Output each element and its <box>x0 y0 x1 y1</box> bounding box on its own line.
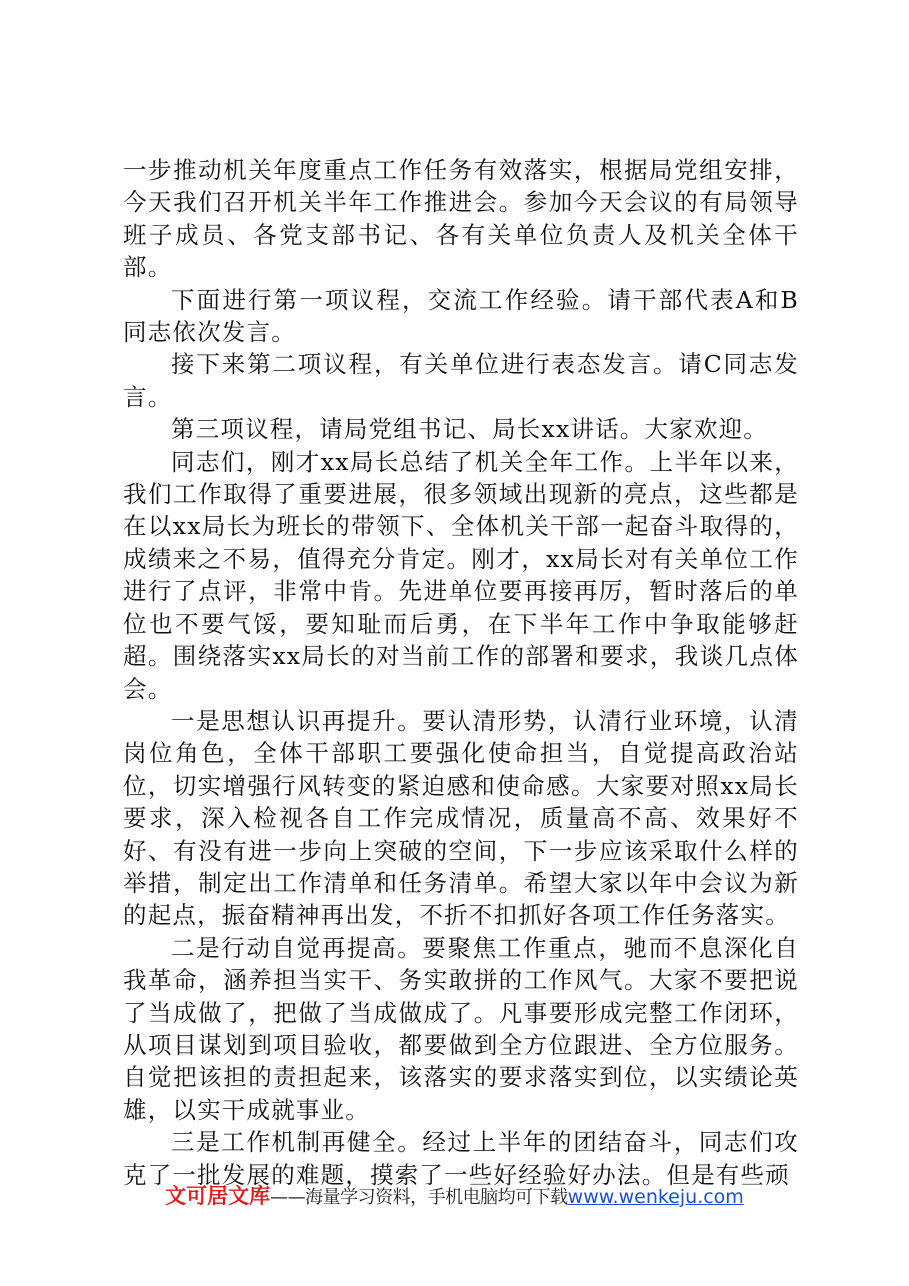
paragraph-point-2: 二是行动自觉再提高。要聚焦工作重点，驰而不息深化自我革命，涵养担当实干、务实敢拼的工作风气。大家不要把说了当成做了，把做了当成做成了。凡事要形成完整工作闭环，从项目谋划到项目验收，都要做到全方位跟进、全方位服务。自觉把该担的责担起来，该落实的要求落实到位，以实绩论英雄，以实干成就事业。 <box>123 933 799 1124</box>
paragraph-agenda-1: 下面进行第一项议程，交流工作经验。请干部代表A和B同志依次发言。 <box>123 285 799 347</box>
paragraph-opening: 一步推动机关年度重点工作任务有效落实，根据局党组安排，今天我们召开机关半年工作推进会。参加今天会议的有局领导班子成员、各党支部书记、各有关单位负责人及机关全体干部。 <box>123 156 799 282</box>
document-body <box>123 154 799 1191</box>
page-footer <box>0 1183 909 1211</box>
paragraph-agenda-3: 第三项议程，请局党组书记、局长xx讲话。大家欢迎。 <box>171 415 769 444</box>
paragraph-speech-intro: 同志们，刚才xx局长总结了机关全年工作。上半年以来，我们工作取得了重要进展，很多领域出现新的亮点，这些都是在以xx局长为班长的带领下、全体机关干部一起奋斗取得的，成绩来之不易，值得充分肯定。刚才，xx局长对有关单位工作进行了点评，非常中肯。先进单位要再接再厉，暂时落后的单位也不要气馁，要知耻而后勇，在下半年工作中争取能够赶超。围绕落实xx局长的对当前工作的部署和要求，我谈几点体会。 <box>123 447 799 703</box>
paragraph-point-3: 三是工作机制再健全。经过上半年的团结奋斗，同志们攻克了一批发展的难题，摸索了一些好经验好办法。但是有些顽 <box>123 1128 799 1189</box>
footer-brand: 文可居文库 <box>165 1184 271 1208</box>
footer-slogan: ——海量学习资料，手机电脑均可下载 <box>270 1187 568 1208</box>
paragraph-point-1: 一是思想认识再提升。要认清形势，认清行业环境，认清岗位角色，全体干部职工要强化使命担当，自觉提高政治站位，切实增强行风转变的紧迫感和使命感。大家要对照xx局长要求，深入检视各自工作完成情况，质量高不高、效果好不好、有没有进一步向上突破的空间，下一步应该采取什么样的举措，制定出工作清单和任务清单。希望大家以年中会议为新的起点，振奋精神再出发，不折不扣抓好各项工作任务落实。 <box>123 706 799 930</box>
paragraph-agenda-2: 接下来第二项议程，有关单位进行表态发言。请C同志发言。 <box>123 350 799 411</box>
footer-site-link[interactable]: www.wenkeju.com <box>567 1186 744 1208</box>
